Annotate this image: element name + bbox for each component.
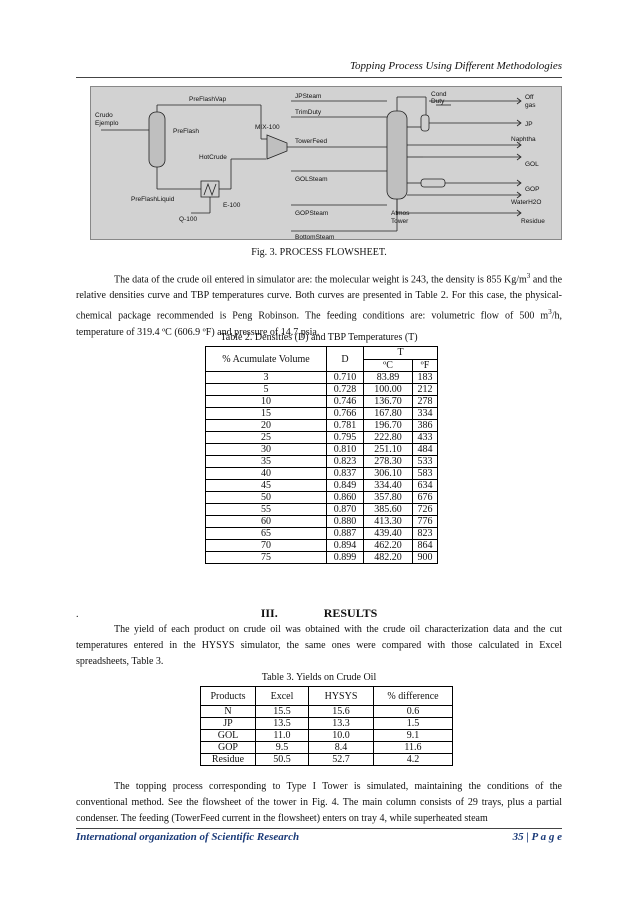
table2-row [206,408,438,420]
table2-row [206,420,438,432]
table2-cell: 35 [206,456,327,468]
table2-cell: 0.781 [327,420,364,432]
table3-cell: 1.5 [374,718,453,730]
table2-cell: 385.60 [364,504,413,516]
table2-cell: 726 [413,504,438,516]
table3-cell: Residue [201,754,256,766]
table2-row [206,480,438,492]
table2-cell: 900 [413,552,438,564]
preflash-vessel [149,112,165,167]
table3-cell: 50.5 [256,754,309,766]
label-trimduty: TrimDuty [295,109,322,116]
table2-cell: 70 [206,540,327,552]
label-bottomsteam: BottomSteam [295,234,335,239]
table3-cell: GOL [201,730,256,742]
table3-cell: 13.5 [256,718,309,730]
label-condduty: Cond [431,91,447,98]
label-jpsteam: JPSteam [295,93,322,100]
table2-cell: 15 [206,408,327,420]
footer-rule [76,828,562,829]
table2-cell: 183 [413,372,438,384]
table2-cell: 0.823 [327,456,364,468]
table2-cell: 10 [206,396,327,408]
table2-header-temperature: T [364,347,438,360]
table2-row [206,552,438,564]
table3-cell: 0.6 [374,706,453,718]
label-gopsteam: GOPSteam [295,210,329,217]
table2-row [206,492,438,504]
table2-cell: 212 [413,384,438,396]
table3-cell: 15.5 [256,706,309,718]
label-preflash: PreFlash [173,128,200,135]
table2-cell: 3 [206,372,327,384]
label-jp: JP [525,121,533,128]
table3-cell: JP [201,718,256,730]
table2-cell: 0.795 [327,432,364,444]
table2-cell: 357.80 [364,492,413,504]
table2-cell: 823 [413,528,438,540]
side-stripper-jp [421,115,429,131]
label-atmos: Atmos [391,210,410,217]
table2-cell: 533 [413,456,438,468]
table2-header-density: D [327,347,364,372]
table3-cell: 13.3 [309,718,374,730]
mixer-mix100 [267,135,287,159]
footer-journal: International organization of Scientific Research [76,831,300,843]
table3-cell: 11.0 [256,730,309,742]
table2-cell: 0.894 [327,540,364,552]
table2-cell: 0.880 [327,516,364,528]
table2-cell: 0.810 [327,444,364,456]
table3-cell: 15.6 [309,706,374,718]
table2-row [206,384,438,396]
table3-cell: 8.4 [309,742,374,754]
table2-caption: Table 2. Densities (D) and TBP Temperatures (T) [220,332,418,343]
table2-cell: 864 [413,540,438,552]
section-heading [0,606,638,621]
table2-cell: 50 [206,492,327,504]
table2-cell: 60 [206,516,327,528]
table2-header-celsius: ºC [364,359,413,372]
label-e100: E-100 [223,202,241,209]
label-naphtha: Naphtha [511,136,536,143]
table3-caption: Table 3. Yields on Crude Oil [261,672,377,683]
side-stripper-gop [421,179,445,187]
table2-header-volume: % Acumulate Volume [206,347,327,372]
label-gol: GOL [525,161,539,168]
label-waterh2o: WaterH2O [511,199,542,206]
label-towerfeed: TowerFeed [295,138,328,145]
label-preflashliquid: PreFlashLiquid [131,196,175,203]
table2-densities [205,346,438,564]
table2-row [206,396,438,408]
table2-cell: 334 [413,408,438,420]
table2-row [206,468,438,480]
table3-row [201,754,453,766]
table2-row [206,528,438,540]
label-hotcrude: HotCrude [199,154,227,161]
table2-row [206,372,438,384]
table2-row [206,432,438,444]
table3-yields [200,686,453,766]
table2-cell: 278.30 [364,456,413,468]
label-tower: Tower [391,218,409,225]
table2-cell: 0.899 [327,552,364,564]
table3-cell: 52.7 [309,754,374,766]
table2-row [206,504,438,516]
fig3-caption: Fig. 3. PROCESS FLOWSHEET. [251,247,387,258]
running-header: Topping Process Using Different Methodologies [349,60,562,72]
label-crude2: Ejemplo [95,120,119,127]
paragraph-yield: The yield of each product on crude oil was obtained with the crude oil characterization data and the cut temperatures entered in the HYSYS simulator, the same ones were compared with those calculated in Excel spreadsheets, Table 3. [76,624,562,667]
section-number: III. [260,606,278,620]
table2-cell: 386 [413,420,438,432]
table2-cell: 5 [206,384,327,396]
label-gop: GOP [525,186,540,193]
label-offgas: Off [525,94,534,101]
table3-row [201,718,453,730]
table2-cell: 0.746 [327,396,364,408]
table2-cell: 413.30 [364,516,413,528]
table2-row [206,444,438,456]
table2-cell: 0.887 [327,528,364,540]
table3-header: % difference [374,687,453,706]
label-offgas2: gas [525,102,536,109]
label-golsteam: GOLSteam [295,176,328,183]
table2-header-fahrenheit: ºF [413,359,438,372]
table2-cell: 251.10 [364,444,413,456]
table3-cell: 4.2 [374,754,453,766]
table2-cell: 482.20 [364,552,413,564]
table3-header: Products [201,687,256,706]
table3-header: Excel [256,687,309,706]
footer-page: 35 | P a g e [512,831,562,843]
table2-cell: 20 [206,420,327,432]
label-preflashvap: PreFlashVap [189,96,227,103]
table3-cell: 9.5 [256,742,309,754]
table3-cell: N [201,706,256,718]
table2-cell: 334.40 [364,480,413,492]
table2-row [206,540,438,552]
table3-row [201,706,453,718]
table2-cell: 65 [206,528,327,540]
label-residue: Residue [521,218,545,225]
table2-cell: 167.80 [364,408,413,420]
table2-cell: 776 [413,516,438,528]
table2-cell: 222.80 [364,432,413,444]
table3-cell: GOP [201,742,256,754]
table2-cell: 0.849 [327,480,364,492]
process-flowsheet-figure [90,86,562,240]
table2-cell: 0.728 [327,384,364,396]
stray-dot: . [76,609,79,620]
table2-cell: 40 [206,468,327,480]
table3-cell: 9.1 [374,730,453,742]
table2-row [206,456,438,468]
table3-cell: 11.6 [374,742,453,754]
table3-row [201,742,453,754]
table2-cell: 583 [413,468,438,480]
table2-cell: 55 [206,504,327,516]
table2-cell: 75 [206,552,327,564]
table2-cell: 278 [413,396,438,408]
table2-cell: 83.89 [364,372,413,384]
table2-cell: 0.710 [327,372,364,384]
table3-row [201,730,453,742]
label-crude: Crudo [95,112,113,119]
table3-cell: 10.0 [309,730,374,742]
header-rule [76,77,562,78]
section-title: RESULTS [323,606,378,620]
table2-cell: 30 [206,444,327,456]
table2-cell: 634 [413,480,438,492]
table2-cell: 100.00 [364,384,413,396]
table2-cell: 306.10 [364,468,413,480]
paragraph-crude-data: The data of the crude oil entered in simulator are: the molecular weight is 243, the density is 855 $Kg/m^3$ and the relative densities curve and TBP temperatures curve. Both curves are presented in Table 2. For this case, the physical-chemical package recommended is Peng Robinson. The feeding conditions are: volumetric flow of 500 $m^3/h$, temperature of 319.4 ºC (606.9 ºF) and pressure of 14.7 psia. [76,272,563,338]
table2-cell: 0.837 [327,468,364,480]
table2-cell: 462.20 [364,540,413,552]
table2-cell: 0.766 [327,408,364,420]
table2-cell: 136.70 [364,396,413,408]
table2-cell: 484 [413,444,438,456]
label-condduty2: Duty [431,98,445,105]
table2-cell: 196.70 [364,420,413,432]
label-mix100: MIX-100 [255,124,280,131]
label-q100: Q-100 [179,216,198,223]
table2-row [206,516,438,528]
table2-cell: 433 [413,432,438,444]
table3-header: HYSYS [309,687,374,706]
atmos-tower [387,111,407,199]
table2-cell: 0.870 [327,504,364,516]
table2-cell: 0.860 [327,492,364,504]
table2-cell: 439.40 [364,528,413,540]
table2-cell: 45 [206,480,327,492]
table2-cell: 676 [413,492,438,504]
table2-cell: 25 [206,432,327,444]
paragraph-topping: The topping process corresponding to Type I Tower is simulated, maintaining the conditions of the conventional method. See the flowsheet of the tower in Fig. 4. The main column consists of 29 trays, plus a partial condenser. The feeding (TowerFeed current in the flowsheet) enters on tray 4, while superheated steam [76,781,562,824]
